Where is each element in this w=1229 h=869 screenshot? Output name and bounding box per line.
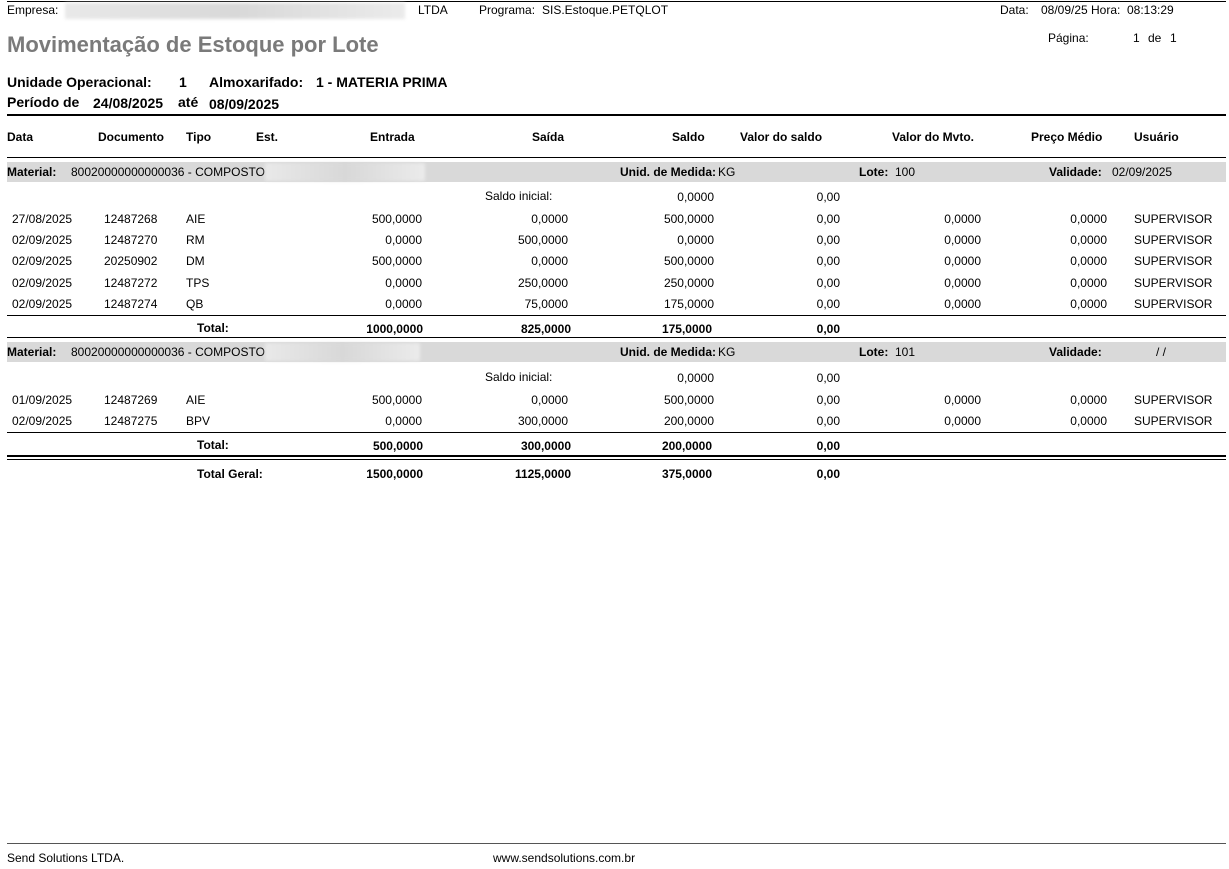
redacted-company-name bbox=[65, 3, 405, 19]
row-type: AIE bbox=[186, 212, 206, 226]
saldo-inicial-valor: 0,00 bbox=[816, 190, 840, 204]
validade-label: Validade: bbox=[1049, 165, 1102, 179]
row-valor-mvto: 0,0000 bbox=[944, 275, 981, 290]
total-entrada: 1000,0000 bbox=[366, 322, 423, 336]
row-date: 02/09/2025 bbox=[12, 275, 73, 290]
row-type: BPV bbox=[186, 414, 211, 428]
unid-value: KG bbox=[718, 345, 736, 359]
redacted-material-name bbox=[265, 163, 425, 181]
row-valor-mvto: 0,0000 bbox=[944, 414, 981, 428]
row-preco-medio: 0,0000 bbox=[1070, 254, 1107, 269]
row-document: 12487269 bbox=[104, 393, 158, 407]
unid-value: KG bbox=[718, 165, 736, 179]
row-saldo: 500,0000 bbox=[663, 393, 714, 407]
unidade-value: 1 bbox=[179, 74, 187, 90]
row-usuario: SUPERVISOR bbox=[1134, 393, 1213, 407]
row-saida: 500,0000 bbox=[517, 233, 568, 248]
row-valor-saldo: 0,00 bbox=[816, 254, 840, 269]
row-valor-mvto: 0,0000 bbox=[944, 233, 981, 248]
row-entrada: 0,0000 bbox=[385, 275, 422, 290]
row-saida: 75,0000 bbox=[524, 296, 568, 311]
row-saida: 300,0000 bbox=[517, 414, 568, 428]
row-valor-mvto: 0,0000 bbox=[944, 296, 981, 311]
row-saldo: 0,0000 bbox=[677, 233, 714, 248]
lote-label: Lote: bbox=[859, 165, 889, 179]
row-usuario: SUPERVISOR bbox=[1134, 254, 1213, 269]
col-valor-mvto: Valor do Mvto. bbox=[892, 130, 975, 144]
footer-company: Send Solutions LTDA. bbox=[7, 851, 125, 865]
row-entrada: 0,0000 bbox=[385, 233, 422, 248]
row-document: 12487274 bbox=[104, 296, 158, 311]
periodo-start: 24/08/2025 bbox=[93, 95, 164, 111]
row-preco-medio: 0,0000 bbox=[1070, 296, 1107, 311]
total-entrada: 500,0000 bbox=[372, 439, 423, 453]
saldo-inicial-label: Saldo inicial: bbox=[485, 189, 553, 203]
saldo-inicial-valor: 0,00 bbox=[816, 371, 840, 385]
material-code: 80020000000000036 - COMPOSTO bbox=[71, 345, 265, 359]
row-usuario: SUPERVISOR bbox=[1134, 414, 1213, 428]
col-entrada: Entrada bbox=[370, 130, 415, 144]
total-saida: 825,0000 bbox=[520, 322, 571, 336]
row-preco-medio: 0,0000 bbox=[1070, 212, 1107, 226]
col-usuario: Usuário bbox=[1134, 130, 1179, 144]
pagina-de: de bbox=[1148, 31, 1162, 45]
row-saldo: 500,0000 bbox=[663, 212, 714, 226]
saldo-inicial-value: 0,0000 bbox=[677, 371, 714, 385]
row-entrada: 500,0000 bbox=[371, 254, 422, 269]
grand-total-entrada: 1500,0000 bbox=[366, 467, 423, 481]
empresa-label: Empresa: bbox=[7, 3, 59, 17]
row-entrada: 0,0000 bbox=[385, 414, 422, 428]
row-saida: 0,0000 bbox=[531, 393, 568, 407]
total-label: Total: bbox=[197, 438, 229, 452]
row-document: 12487270 bbox=[104, 233, 158, 248]
validade-value: 02/09/2025 bbox=[1112, 165, 1173, 179]
row-document: 12487272 bbox=[104, 275, 158, 290]
material-label: Material: bbox=[7, 345, 57, 359]
pagina-total: 1 bbox=[1170, 31, 1177, 45]
validade-label: Validade: bbox=[1049, 345, 1102, 359]
row-valor-saldo: 0,00 bbox=[816, 275, 840, 290]
lote-value: 101 bbox=[895, 345, 916, 359]
data-label: Data: bbox=[1000, 3, 1029, 17]
row-date: 02/09/2025 bbox=[12, 233, 73, 248]
row-type: QB bbox=[186, 296, 204, 311]
row-type: AIE bbox=[186, 393, 206, 407]
grand-total-saida: 1125,0000 bbox=[514, 467, 571, 481]
col-saida: Saída bbox=[532, 130, 565, 144]
row-document: 12487268 bbox=[104, 212, 158, 226]
row-usuario: SUPERVISOR bbox=[1134, 212, 1213, 226]
row-entrada: 500,0000 bbox=[371, 393, 422, 407]
row-saldo: 250,0000 bbox=[663, 275, 714, 290]
hora-label: Hora: bbox=[1091, 3, 1121, 17]
row-valor-saldo: 0,00 bbox=[816, 212, 840, 226]
row-usuario: SUPERVISOR bbox=[1134, 275, 1213, 290]
table-row bbox=[0, 273, 1229, 293]
periodo-ate: até bbox=[178, 94, 199, 110]
programa-value: SIS.Estoque.PETQLOT bbox=[542, 3, 669, 17]
total-saldo: 175,0000 bbox=[661, 322, 712, 336]
row-valor-mvto: 0,0000 bbox=[944, 212, 981, 226]
row-usuario: SUPERVISOR bbox=[1134, 296, 1213, 311]
grand-total-label: Total Geral: bbox=[197, 467, 263, 481]
almoxarifado-value: 1 - MATERIA PRIMA bbox=[316, 74, 448, 90]
total-valor: 0,00 bbox=[816, 439, 840, 453]
row-valor-saldo: 0,00 bbox=[816, 393, 840, 407]
unid-label: Unid. de Medida: bbox=[620, 345, 716, 359]
total-saldo: 200,0000 bbox=[661, 439, 712, 453]
table-row bbox=[0, 230, 1229, 250]
row-preco-medio: 0,0000 bbox=[1070, 233, 1107, 248]
empresa-suffix: LTDA bbox=[418, 3, 448, 17]
row-saida: 0,0000 bbox=[531, 212, 568, 226]
unidade-label: Unidade Operacional: bbox=[7, 74, 152, 90]
row-preco-medio: 0,0000 bbox=[1070, 393, 1107, 407]
pagina-current: 1 bbox=[1133, 31, 1140, 45]
programa-label: Programa: bbox=[479, 3, 536, 17]
total-saida: 300,0000 bbox=[520, 439, 571, 453]
periodo-end: 08/09/2025 bbox=[209, 96, 280, 112]
row-date: 02/09/2025 bbox=[12, 414, 73, 428]
row-document: 20250902 bbox=[104, 254, 158, 269]
col-documento: Documento bbox=[98, 130, 164, 144]
hora-value: 08:13:29 bbox=[1127, 3, 1174, 17]
row-valor-saldo: 0,00 bbox=[816, 414, 840, 428]
periodo-label: Período de bbox=[7, 94, 80, 110]
lote-value: 100 bbox=[895, 165, 916, 179]
grand-total-saldo: 375,0000 bbox=[661, 467, 712, 481]
row-valor-saldo: 0,00 bbox=[816, 296, 840, 311]
row-type: DM bbox=[186, 254, 205, 269]
row-entrada: 0,0000 bbox=[385, 296, 422, 311]
row-entrada: 500,0000 bbox=[371, 212, 422, 226]
row-date: 27/08/2025 bbox=[12, 212, 73, 226]
row-valor-mvto: 0,0000 bbox=[944, 393, 981, 407]
table-row bbox=[0, 411, 1229, 431]
material-label: Material: bbox=[7, 165, 57, 179]
table-row bbox=[0, 209, 1229, 229]
row-preco-medio: 0,0000 bbox=[1070, 275, 1107, 290]
table-row bbox=[0, 390, 1229, 410]
saldo-inicial-label: Saldo inicial: bbox=[485, 370, 553, 384]
material-code: 80020000000000036 - COMPOSTO bbox=[71, 165, 265, 179]
row-date: 01/09/2025 bbox=[12, 393, 73, 407]
row-saldo: 200,0000 bbox=[663, 414, 714, 428]
col-est: Est. bbox=[256, 130, 279, 144]
validade-value: / / bbox=[1156, 345, 1167, 359]
row-type: RM bbox=[186, 233, 205, 248]
row-saida: 250,0000 bbox=[517, 275, 568, 290]
col-tipo: Tipo bbox=[186, 130, 212, 144]
row-date: 02/09/2025 bbox=[12, 254, 73, 269]
row-type: TPS bbox=[186, 275, 210, 290]
row-saldo: 175,0000 bbox=[663, 296, 714, 311]
table-row bbox=[0, 251, 1229, 271]
col-data: Data bbox=[7, 130, 34, 144]
row-valor-mvto: 0,0000 bbox=[944, 254, 981, 269]
row-saida: 0,0000 bbox=[531, 254, 568, 269]
report-title: Movimentação de Estoque por Lote bbox=[7, 32, 379, 57]
redacted-material-name bbox=[265, 343, 420, 361]
lote-label: Lote: bbox=[859, 345, 889, 359]
grand-total-valor: 0,00 bbox=[816, 467, 840, 481]
row-valor-saldo: 0,00 bbox=[816, 233, 840, 248]
col-preco-medio: Preço Médio bbox=[1031, 130, 1103, 144]
data-value: 08/09/25 bbox=[1041, 3, 1088, 17]
total-valor: 0,00 bbox=[816, 322, 840, 336]
footer-website[interactable]: www.sendsolutions.com.br bbox=[493, 851, 636, 865]
row-preco-medio: 0,0000 bbox=[1070, 414, 1107, 428]
row-date: 02/09/2025 bbox=[12, 296, 73, 311]
pagina-label: Página: bbox=[1048, 31, 1089, 45]
row-document: 12487275 bbox=[104, 414, 158, 428]
row-usuario: SUPERVISOR bbox=[1134, 233, 1213, 248]
almoxarifado-label: Almoxarifado: bbox=[209, 74, 304, 90]
total-label: Total: bbox=[197, 321, 229, 335]
unid-label: Unid. de Medida: bbox=[620, 165, 716, 179]
row-saldo: 500,0000 bbox=[663, 254, 714, 269]
table-row bbox=[0, 294, 1229, 314]
col-valor-saldo: Valor do saldo bbox=[740, 130, 823, 144]
saldo-inicial-value: 0,0000 bbox=[677, 190, 714, 204]
col-saldo: Saldo bbox=[672, 130, 705, 144]
